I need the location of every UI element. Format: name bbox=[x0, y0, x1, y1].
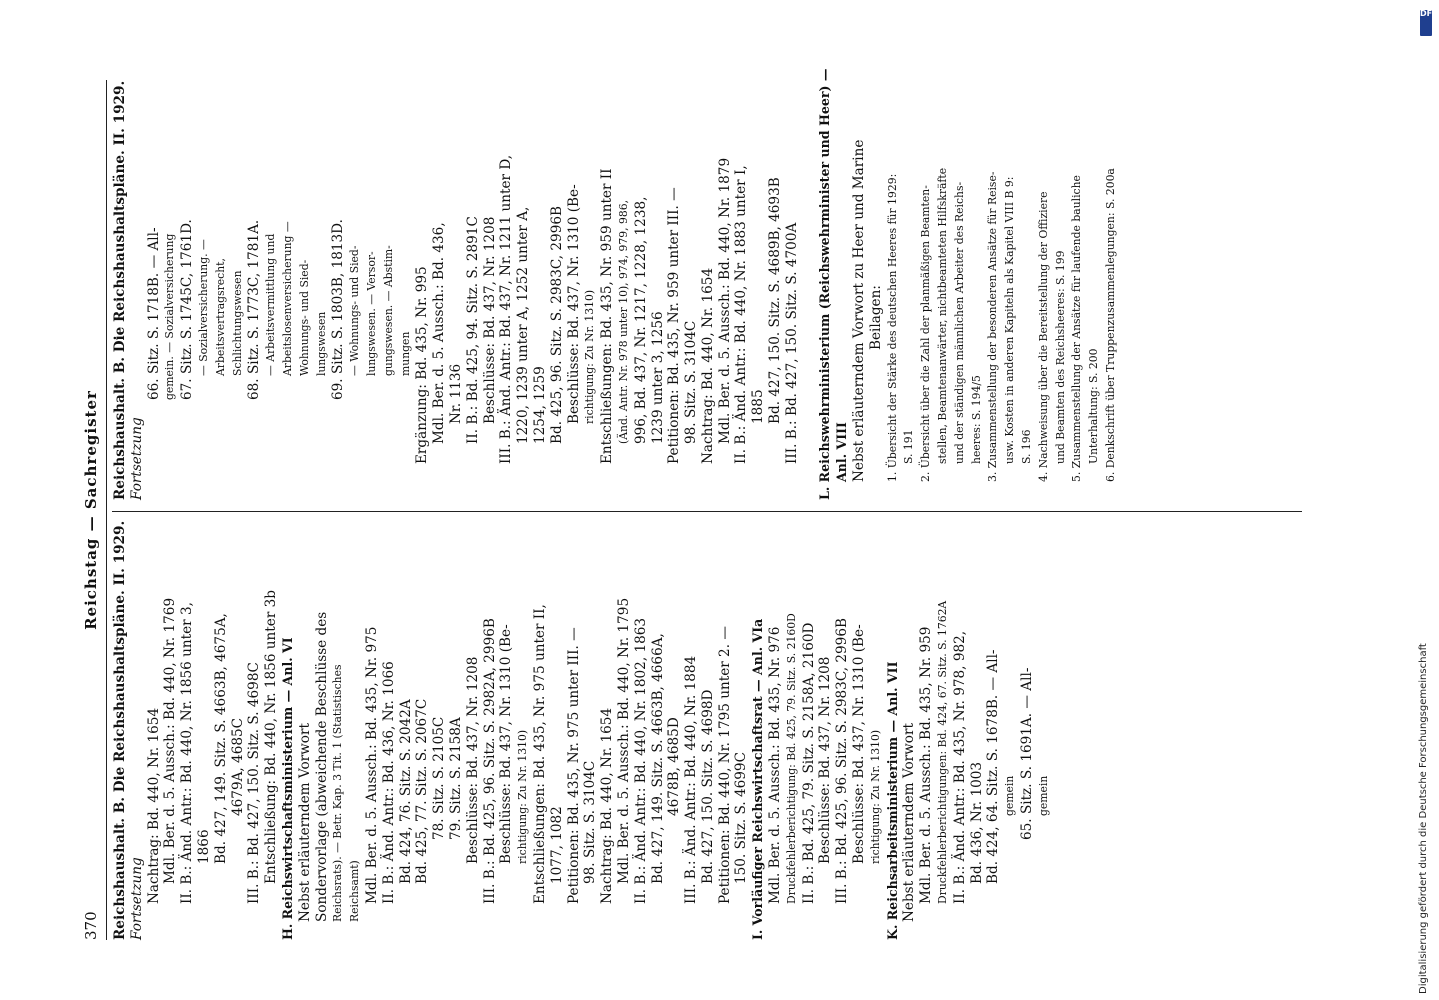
index-line: Petitionen: Bd. 440, Nr. 1795 unter 2. — bbox=[716, 626, 733, 904]
index-line: Bd. 427, 149. Sitz. S. 4663B, 4666A, bbox=[649, 633, 666, 884]
index-line: Reichshaushalt. B. Die Reichshaushaltspläne. II. 1929. bbox=[112, 80, 128, 500]
index-line: Unterhaltung: S. 200 bbox=[1087, 348, 1101, 464]
index-line: Mdl. Ber. d. 5. Aussch.: Bd. 435, Nr. 959 bbox=[918, 626, 935, 904]
index-line: Nebst erläuterndem Vorwort zu Heer und Marine bbox=[851, 139, 868, 482]
index-line: — Arbeitsvermittlung und bbox=[264, 233, 278, 376]
index-line: 4679A, 4685C bbox=[229, 717, 246, 816]
index-line: H. Reichswirtschaftsministerium — Anl. VI bbox=[279, 637, 295, 940]
column-divider bbox=[112, 511, 1302, 512]
page-number: 370 bbox=[82, 911, 100, 940]
index-line: Nachtrag: Bd. 440, Nr. 1654 bbox=[699, 267, 716, 464]
index-line: Arbeitslosenversicherung — bbox=[280, 221, 294, 376]
index-line: 67. Sitz. S. 1745C, 1761D. bbox=[179, 219, 196, 400]
index-line: Beschlüsse: Bd. 437, Nr. 1208 bbox=[464, 656, 481, 864]
index-line: lungswesen. — Versor- bbox=[364, 251, 378, 376]
index-line: II. B.: Bd. 425, 94. Sitz. S. 2891C bbox=[464, 216, 481, 444]
index-line: II. B.: Änd. Antr.: Bd. 440, Nr. 1856 unter 3, bbox=[179, 602, 196, 904]
index-line: 3. Zusammenstellung der besonderen Ansätze für Reise- bbox=[986, 171, 1000, 482]
index-line: 65. Sitz. S. 1691A. — All- bbox=[1019, 667, 1036, 840]
index-line: 150. Sitz. S. 4699C bbox=[733, 752, 750, 884]
index-line: Druckfehlerberichtigung: Bd. 425, 79. Sitz. S. 2160D bbox=[784, 613, 798, 904]
index-line: K. Reichsarbeitsministerium — Anl. VII bbox=[884, 661, 900, 940]
index-line: 1. Übersicht der Stärke des deutschen Heeres für 1929: bbox=[885, 173, 899, 482]
index-line: gemein bbox=[1003, 775, 1017, 816]
index-line: richtigung: Zu Nr. 1310) bbox=[868, 729, 882, 864]
index-line: 66. Sitz. S. 1718B. — All- bbox=[145, 227, 162, 400]
index-line: Nr. 1136 bbox=[447, 363, 464, 424]
index-line: und der ständigen männlichen Arbeiter des Reichs- bbox=[952, 181, 966, 464]
index-line: Bd. 427, 149. Sitz. S. 4663B, 4675A, bbox=[212, 613, 229, 864]
header-rule bbox=[106, 80, 107, 940]
index-line: Beschlüsse: Bd. 437, Nr. 1310 (Be- bbox=[565, 184, 582, 424]
index-line: Nachtrag: Bd. 440, Nr. 1654 bbox=[145, 707, 162, 904]
index-line: 1239 unter 3, 1256 bbox=[649, 311, 666, 444]
index-line: Entschließungen: Bd. 435, Nr. 959 unter II bbox=[599, 168, 616, 464]
left-column bbox=[112, 520, 1053, 940]
index-line: 5. Zusammenstellung der Ansätze für laufende bauliche bbox=[1070, 175, 1084, 482]
index-line: II. B.: Änd. Antr.: Bd. 440, Nr. 1883 unter I, bbox=[733, 165, 750, 464]
index-line: Bd. 436, Nr. 1003 bbox=[968, 761, 985, 884]
index-line: Bd. 425, 96. Sitz. S. 2983C, 2996B bbox=[548, 206, 565, 444]
index-line: Fortsetzung bbox=[128, 417, 145, 500]
index-line: II. B.: Änd. Antr.: Bd. 440, Nr. 1802, 1863 bbox=[632, 617, 649, 904]
index-line: gungswesen. — Abstim- bbox=[381, 245, 395, 376]
index-line: 1885 bbox=[750, 389, 767, 424]
index-line: gemein bbox=[1036, 775, 1050, 816]
right-column bbox=[112, 68, 1120, 500]
index-line: Mdl. Ber. d. 5. Aussch.: Bd. 435, Nr. 975 bbox=[363, 626, 380, 904]
index-line: 996, Bd. 437, Nr. 1217, 1228, 1238, bbox=[632, 196, 649, 444]
index-line: mungen bbox=[398, 331, 412, 376]
index-line: Petitionen: Bd. 435, Nr. 959 unter III. — bbox=[666, 187, 683, 464]
index-line: usw. Kosten in anderen Kapiteln als Kapitel VIII B 9: bbox=[1003, 176, 1017, 464]
index-line: 4678B, 4685D bbox=[666, 717, 683, 816]
index-line: stellen, Beamtenanwärter, nichtbeamteten Hilfskräfte bbox=[936, 167, 950, 464]
index-line: Bd. 424, 76. Sitz. S. 2042A bbox=[397, 699, 414, 884]
index-line: Ergänzung: Bd. 435, Nr. 995 bbox=[414, 266, 431, 464]
index-line: und Beamten des Reichsheeres: S. 199 bbox=[1053, 250, 1067, 464]
index-line: — Wohnungs- und Sied- bbox=[348, 245, 362, 376]
index-line: Mdl. Ber. d. 5. Aussch.: Bd. 440, Nr. 1795 bbox=[615, 597, 632, 884]
index-line: Entschließung: Bd. 440, Nr. 1856 unter 3b bbox=[263, 590, 280, 884]
index-line: 79. Sitz. S. 2158A bbox=[447, 717, 464, 840]
index-line: III. B.: Änd. Antr.: Bd. 440, Nr. 1884 bbox=[683, 655, 700, 904]
index-line: III. B.: Bd. 427, 150. Sitz. S. 4698C bbox=[246, 662, 263, 904]
index-line: 98. Sitz. S. 3104C bbox=[582, 760, 599, 884]
rotated-page bbox=[80, 68, 1310, 940]
index-line: richtigung: Zu Nr. 1310) bbox=[516, 729, 530, 864]
dfg-credit: Digitalisierung gefördert durch die Deutsche Forschungsgemeinschaft bbox=[1418, 643, 1429, 994]
index-line: Anl. VIII bbox=[834, 422, 850, 482]
index-line: 6. Denkschrift über Truppenzusammenlegungen: S. 200a bbox=[1104, 168, 1118, 482]
index-line: Mdl. Ber. d. 5. Aussch.: Bd. 436, bbox=[431, 222, 448, 444]
index-line: II. B.: Änd. Antr.: Bd. 435, Nr. 978, 982, bbox=[951, 630, 968, 904]
index-line: 68. Sitz. S. 1773C, 1781A. bbox=[246, 219, 263, 400]
index-line: Nebst erläuterndem Vorwort bbox=[296, 723, 313, 922]
index-line: III. B.: Bd. 427, 150. Sitz. S. 4700A bbox=[783, 222, 800, 464]
index-line: Entschließungen: Bd. 435, Nr. 975 unter II, bbox=[531, 604, 548, 904]
index-line: Mdl. Ber. d. 5. Aussch.: Bd. 440, Nr. 1769 bbox=[162, 597, 179, 884]
index-line: Beschlüsse: Bd. 437, Nr. 1208 bbox=[817, 656, 834, 864]
index-line: Bd. 427, 150. Sitz. S. 4689B, 4693B bbox=[767, 177, 784, 424]
index-line: Beschlüsse: Bd. 437, Nr. 1310 (Be- bbox=[498, 624, 515, 864]
index-line: S. 196 bbox=[1020, 429, 1034, 464]
index-line: Druckfehlerberichtigungen: Bd. 424, 67. Sitz. S. 1762A bbox=[936, 600, 950, 904]
index-line: II. B.: Bd. 425, 79. Sitz. S. 2158A, 2160D bbox=[800, 622, 817, 904]
index-line bbox=[801, 85, 818, 500]
index-line: Wohnungs- und Sied- bbox=[297, 259, 311, 376]
index-line: Petitionen: Bd. 435, Nr. 975 unter III. — bbox=[565, 627, 582, 904]
index-line: Nachtrag: Bd. 440, Nr. 1654 bbox=[599, 707, 616, 904]
index-line: Schlichtungswesen bbox=[230, 270, 244, 376]
index-line: III. B.: Bd. 425, 96. Sitz. S. 2982A, 2996B bbox=[481, 618, 498, 904]
index-line: 69. Sitz. S. 1803B, 1813D. bbox=[330, 219, 347, 400]
index-line: III. B.: Bd. 425, 96. Sitz. S. 2983C, 2996B bbox=[834, 618, 851, 904]
index-line: Reichsamt) bbox=[348, 860, 362, 922]
index-line: — Sozialversicherung. — bbox=[196, 239, 210, 376]
dfg-logo bbox=[1420, 9, 1439, 36]
index-line: Mdl. Ber. d. 5. Aussch.: Bd. 440, Nr. 1879 bbox=[716, 157, 733, 444]
index-line: Arbeitsvertragsrecht, bbox=[213, 258, 227, 376]
index-line: Beschlüsse: Bd. 437, Nr. 1310 (Be- bbox=[851, 624, 868, 864]
index-line: Bd. 424, 64. Sitz. S. 1678B. — All- bbox=[985, 649, 1002, 884]
index-line: Beilagen: bbox=[867, 285, 884, 350]
index-line: (Änd. Antr. Nr. 978 unter 10), 974, 979, 986, bbox=[616, 199, 630, 444]
index-line: Fortsetzung bbox=[128, 857, 145, 940]
index-line: 1254, 1259 bbox=[531, 366, 548, 444]
index-line: gemein. — Sozialversicherung bbox=[163, 233, 177, 400]
index-line: L. Reichswehrministerium (Reichswehrminister und Heer) — bbox=[817, 68, 833, 500]
index-line: 4. Nachweisung über die Bereitstellung der Offiziere bbox=[1036, 191, 1050, 482]
page-title: Reichstag — Sachregister bbox=[82, 390, 100, 630]
page-header bbox=[80, 80, 106, 940]
index-line: II. B.: Änd. Antr.: Bd. 436, Nr. 1066 bbox=[380, 661, 397, 904]
dfg-logo-text: DFG bbox=[1420, 9, 1439, 18]
index-line: Beschlüsse: Bd. 437, Nr. 1208 bbox=[481, 216, 498, 424]
index-line: 98. Sitz. S. 3104C bbox=[683, 320, 700, 444]
index-line: I. Vorläufiger Reichswirtschaftsrat — Anl. VIa bbox=[750, 618, 766, 940]
index-line: Reichsrats). — Betr. Kap. 3 Tit. 1 (Statistisches bbox=[331, 664, 345, 922]
index-line: 2. Übersicht über die Zahl der planmäßigen Beamten- bbox=[919, 185, 933, 482]
index-line: Reichshaushalt. B. Die Reichshaushaltspläne. II. 1929. bbox=[112, 520, 128, 940]
index-line: 1077, 1082 bbox=[548, 806, 565, 884]
index-line: heeres: S. 194/5 bbox=[969, 375, 983, 464]
index-line: 78. Sitz. S. 2105C bbox=[431, 716, 448, 840]
index-line: S. 191 bbox=[902, 429, 916, 464]
index-line: richtigung: Zu Nr. 1310) bbox=[583, 289, 597, 424]
index-line: Bd. 425, 77. Sitz. S. 2067C bbox=[414, 698, 431, 884]
index-line: 1220, 1239 unter A, 1252 unter A, bbox=[515, 206, 532, 444]
index-line: Nebst erläuterndem Vorwort bbox=[901, 723, 918, 922]
index-line: Mdl. Ber. d. 5. Aussch.: Bd. 435, Nr. 976 bbox=[767, 626, 784, 904]
index-line: Bd. 427, 150. Sitz. S. 4698D bbox=[699, 689, 716, 884]
index-line: lungswesen bbox=[314, 311, 328, 376]
index-line: III. B.: Änd. Antr.: Bd. 437, Nr. 1211 unter D, bbox=[498, 154, 515, 464]
index-line: Sondervorlage (abweichende Beschlüsse des bbox=[313, 611, 330, 922]
index-line: 1866 bbox=[195, 829, 212, 864]
